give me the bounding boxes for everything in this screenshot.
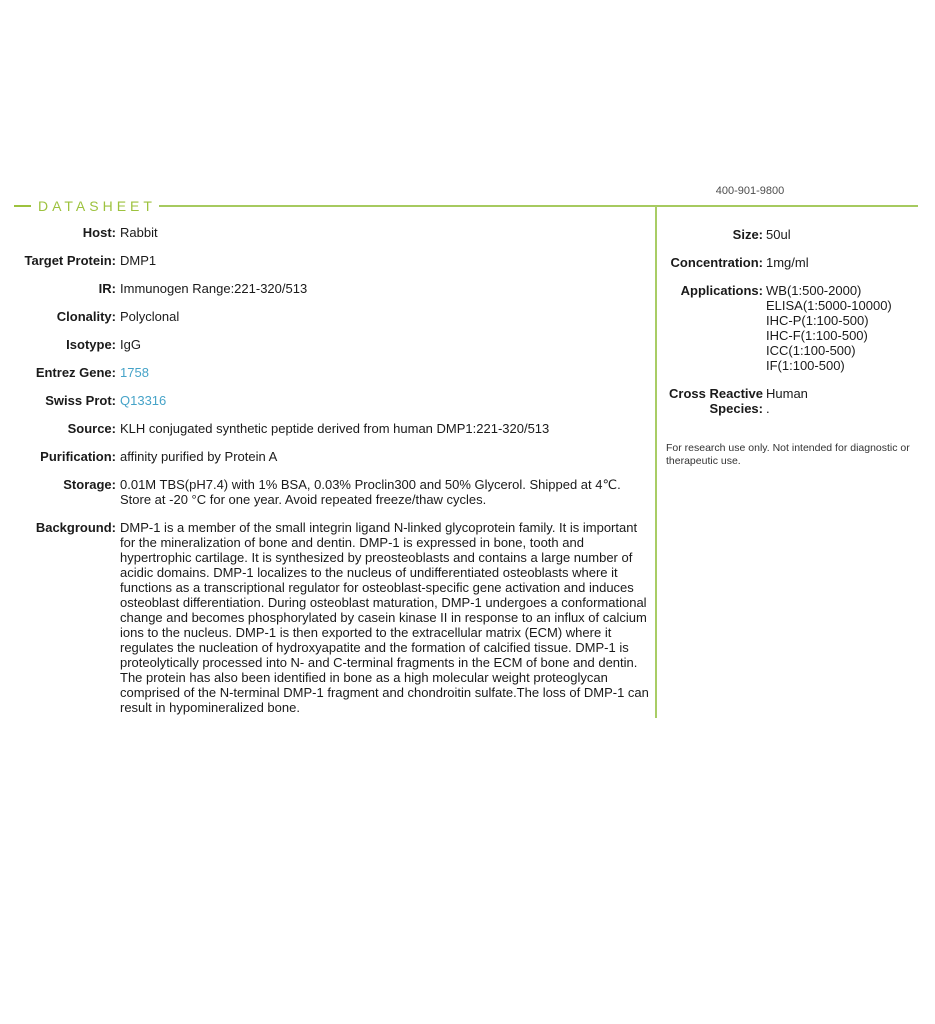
field-value-source: KLH conjugated synthetic peptide derived from human DMP1:221-320/513 xyxy=(120,421,550,436)
field-label-applications: Applications: xyxy=(680,283,763,298)
header-dash xyxy=(14,205,31,207)
field-row-source xyxy=(20,421,653,436)
field-value-cross-reactive-species-line: . xyxy=(766,401,770,416)
field-row-entrez-gene xyxy=(20,365,653,380)
field-value-background: DMP-1 is a member of the small integrin ligand N-linked glycoprotein family. It is important for the mineralization of bone and dentin. DMP-1 is expressed in bone, tooth and hypertrophic cartilage. It is synthesized by preosteoblasts and contains a large number of acidic domains. DMP-1 localizes to the nucleus of undifferentiated osteoblasts where it functions as a transcriptional regulator for osteoblast-specific gene activation and induces osteoblast differentiation. During osteoblast maturation, DMP-1 undergoes a conformational change and becomes phosphorylated by casein kinase II in response to an influx of calcium ions to the nucleus. DMP-1 is then exported to the extracellular matrix (ECM) where it regulates the nucleation of hydroxyapatite and the formation of calcified tissue. DMP-1 is proteolytically processed into N- and C-terminal fragments in the ECM of bone and dentin. The protein has also been identified in bone as a high molecular weight proteoglycan comprised of the N-terminal DMP-1 fragment and chondroitin sulfate.The loss of DMP-1 can result in hypomineralized bone. xyxy=(120,520,649,715)
field-row-host xyxy=(20,225,653,240)
field-label-storage: Storage: xyxy=(63,477,116,492)
field-value-applications xyxy=(766,283,922,373)
spec-table-right xyxy=(666,227,922,429)
field-row-storage xyxy=(20,477,653,507)
field-value-applications-line: IHC-P(1:100-500) xyxy=(766,313,869,328)
field-value-ir: Immunogen Range:221-320/513 xyxy=(120,281,308,296)
field-row-ir xyxy=(20,281,653,296)
field-value-storage-line: Store at -20 °C for one year. Avoid repeated freeze/thaw cycles. xyxy=(120,492,487,507)
field-label-swiss-prot: Swiss Prot: xyxy=(45,393,116,408)
field-label-entrez-gene: Entrez Gene: xyxy=(35,365,116,380)
field-label-clonality: Clonality: xyxy=(56,309,116,324)
page-title: DATASHEET xyxy=(38,198,156,214)
field-value-concentration: 1mg/ml xyxy=(766,255,809,270)
field-label-isotype: Isotype: xyxy=(66,337,116,352)
field-label-cross-reactive-species: Cross Reactive Species: xyxy=(669,386,763,416)
field-label-source: Source: xyxy=(67,421,116,436)
field-row-purification xyxy=(20,449,653,464)
research-use-disclaimer: For research use only. Not intended for diagnostic or therapeutic use. xyxy=(666,442,910,467)
field-label-concentration: Concentration: xyxy=(670,255,763,270)
field-value-cross-reactive-species-line: Human xyxy=(766,386,808,401)
field-row-size xyxy=(666,227,922,242)
field-row-background xyxy=(20,520,653,715)
phone-number: 400-901-9800 xyxy=(715,185,785,197)
field-row-applications xyxy=(666,283,922,373)
swiss-prot-link[interactable]: Q13316 xyxy=(120,393,167,408)
field-value-storage xyxy=(120,477,653,507)
field-value-applications-line: ICC(1:100-500) xyxy=(766,343,856,358)
field-row-isotype xyxy=(20,337,653,352)
field-row-target-protein xyxy=(20,253,653,268)
field-value-purification: affinity purified by Protein A xyxy=(120,449,278,464)
field-value-target-protein: DMP1 xyxy=(120,253,157,268)
field-label-size: Size: xyxy=(732,227,763,242)
column-divider xyxy=(655,206,657,718)
field-value-applications-line: WB(1:500-2000) xyxy=(766,283,862,298)
field-value-host: Rabbit xyxy=(120,225,158,240)
spec-table-left xyxy=(20,225,653,728)
field-value-applications-line: ELISA(1:5000-10000) xyxy=(766,298,892,313)
field-value-size: 50ul xyxy=(766,227,791,242)
field-label-target-protein: Target Protein: xyxy=(24,253,116,268)
field-row-cross-reactive-species xyxy=(666,386,922,416)
datasheet-header xyxy=(14,198,918,214)
entrez-gene-link[interactable]: 1758 xyxy=(120,365,149,380)
field-label-background: Background: xyxy=(35,520,116,535)
field-value-clonality: Polyclonal xyxy=(120,309,180,324)
field-row-concentration xyxy=(666,255,922,270)
field-label-host: Host: xyxy=(82,225,116,240)
field-row-swiss-prot xyxy=(20,393,653,408)
field-label-purification: Purification: xyxy=(40,449,116,464)
field-label-ir: IR: xyxy=(98,281,116,296)
header-rule-line xyxy=(159,205,918,207)
field-value-storage-line: 0.01M TBS(pH7.4) with 1% BSA, 0.03% Proclin300 and 50% Glycerol. Shipped at 4℃. xyxy=(120,477,621,492)
field-value-isotype: IgG xyxy=(120,337,141,352)
field-row-clonality xyxy=(20,309,653,324)
field-value-cross-reactive-species xyxy=(766,386,922,416)
field-value-applications-line: IF(1:100-500) xyxy=(766,358,845,373)
field-value-applications-line: IHC-F(1:100-500) xyxy=(766,328,868,343)
